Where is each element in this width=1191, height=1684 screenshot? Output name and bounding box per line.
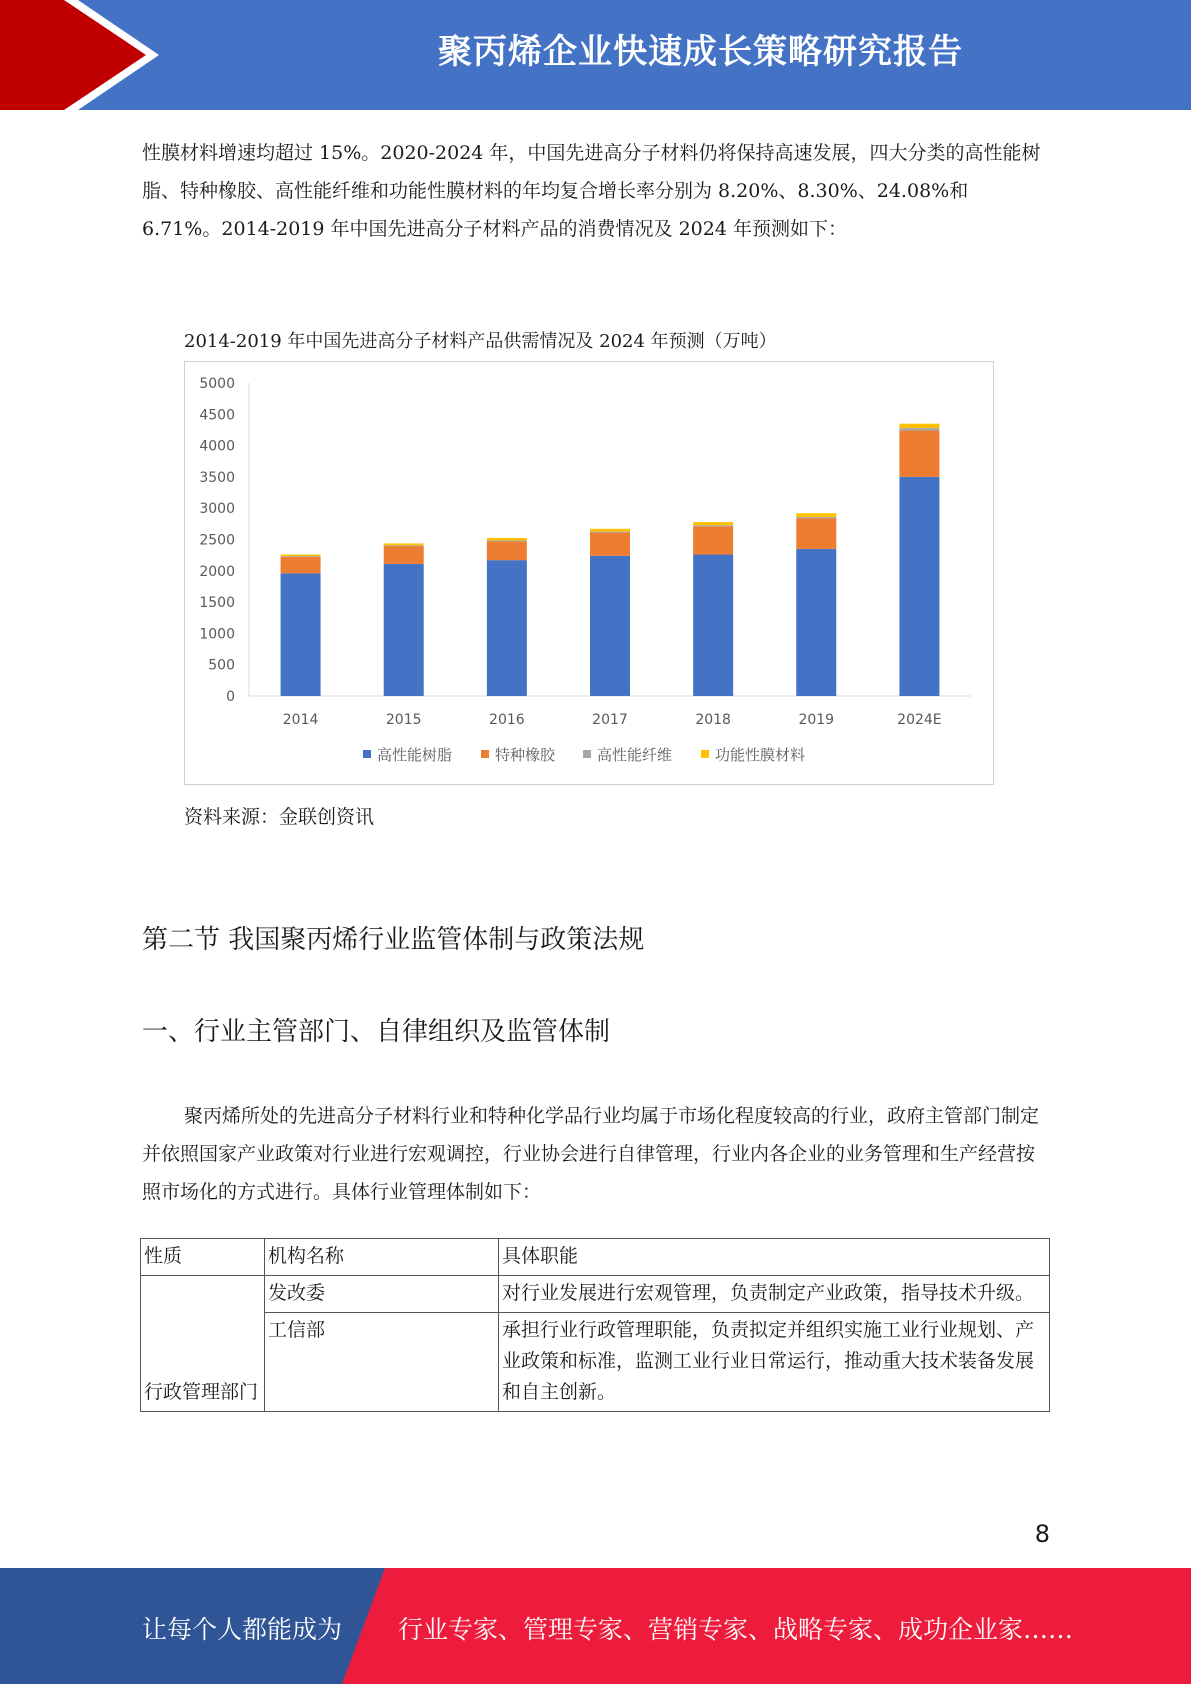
legend-swatch [481, 750, 489, 758]
header-red-chevron [0, 0, 150, 110]
y-tick-label: 5000 [199, 376, 235, 392]
y-tick-label: 0 [226, 689, 235, 705]
bar-segment [796, 518, 836, 549]
bar-segment [281, 573, 321, 696]
x-tick-label: 2018 [695, 712, 731, 728]
bar-segment [796, 517, 836, 518]
legend-label: 高性能树脂 [377, 746, 453, 764]
x-tick-label: 2019 [798, 712, 835, 728]
y-tick-label: 2500 [199, 532, 235, 549]
bar-segment [590, 529, 630, 532]
bar-segment [693, 525, 733, 526]
bar-segment [796, 513, 836, 517]
body-paragraph: 聚丙烯所处的先进高分子材料行业和特种化学品行业均属于市场化程度较高的行业，政府主管部门制定并依照国家产业政策对行业进行宏观调控，行业协会进行自律管理，行业内各企业的业务管理和生产经营按照市场化的方式进行。具体行业管理体制如下： [142, 1105, 1040, 1203]
page-footer [0, 1568, 1191, 1684]
y-tick-label: 500 [208, 657, 235, 674]
bar-segment [384, 545, 424, 546]
org-cell: 工信部 [265, 1313, 499, 1412]
bar-segment [899, 431, 939, 477]
y-tick-label: 4500 [199, 407, 235, 424]
bar-segment [590, 532, 630, 533]
legend-label: 特种橡胶 [495, 746, 556, 764]
bar-segment [487, 560, 527, 696]
header-nature: 性质 [141, 1239, 265, 1276]
legend-swatch [363, 750, 371, 758]
table-row [141, 1313, 1050, 1412]
section-title: 第二节 我国聚丙烯行业监管体制与政策法规 [142, 925, 645, 955]
bar-segment [384, 564, 424, 696]
legend-label: 功能性膜材料 [715, 746, 806, 764]
bar-segment [487, 538, 527, 541]
legend-swatch [583, 750, 591, 758]
y-tick-label: 2000 [199, 563, 235, 580]
y-tick-label: 4000 [199, 438, 235, 455]
y-tick-label: 1000 [199, 626, 235, 643]
x-tick-label: 2024E [897, 712, 942, 728]
management-table [140, 1238, 1050, 1412]
y-tick-label: 1500 [199, 595, 235, 612]
y-tick-label: 3500 [199, 469, 235, 486]
legend-label: 高性能纤维 [597, 746, 673, 764]
subsection-title: 一、行业主管部门、自律组织及监管体制 [142, 1017, 611, 1047]
bar-segment [693, 555, 733, 696]
page-header [0, 0, 1191, 110]
footer-slogan-right: 行业专家、管理专家、营销专家、战略专家、成功企业家…… [398, 1615, 1074, 1644]
x-tick-label: 2015 [385, 712, 422, 728]
duty-cell: 承担行业行政管理职能，负责拟定并组织实施工业行业规划、产业政策和标准，监测工业行业日常运行，推动重大技术装备发展和自主创新。 [499, 1313, 1050, 1412]
report-title: 聚丙烯企业快速成长策略研究报告 [438, 32, 963, 72]
bar-segment [899, 477, 939, 696]
org-cell: 发改委 [265, 1276, 499, 1313]
bar-segment [590, 556, 630, 696]
header-org: 机构名称 [265, 1239, 499, 1276]
header-duty: 具体职能 [499, 1239, 1050, 1276]
y-tick-label: 3000 [199, 501, 235, 518]
table-row [141, 1276, 1050, 1313]
duty-cell: 对行业发展进行宏观管理，负责制定产业政策，指导技术升级。 [499, 1276, 1050, 1313]
table-header-row [141, 1239, 1050, 1276]
legend-swatch [701, 750, 709, 758]
bar-segment [281, 556, 321, 557]
x-tick-label: 2014 [282, 712, 319, 728]
page-number: 8 [1034, 1520, 1050, 1548]
bar-segment [693, 522, 733, 525]
bar-segment [281, 555, 321, 557]
bar-segment [281, 557, 321, 574]
bar-segment [384, 546, 424, 564]
bar-segment [899, 428, 939, 431]
footer-slogan-left: 让每个人都能成为 [142, 1615, 343, 1644]
chart-frame [184, 361, 994, 785]
chart-title: 2014-2019 年中国先进高分子材料产品供需情况及 2024 年预测（万吨） [184, 331, 777, 352]
bar-segment [487, 541, 527, 542]
bar-segment [487, 541, 527, 560]
x-tick-label: 2016 [489, 712, 525, 728]
bar-segment [899, 424, 939, 428]
bar-segment [384, 543, 424, 545]
stacked-bar-chart [185, 362, 993, 784]
bar-segment [796, 549, 836, 696]
bar-segment [590, 533, 630, 556]
intro-paragraph: 性膜材料增速均超过 15%。2020-2024 年，中国先进高分子材料仍将保持高速发展，四大分类的高性能树脂、特种橡胶、高性能纤维和功能性膜材料的年均复合增长率分别为 8.20%、8.30%、24.08%和 6.71%。2014-2019 年中国先进高分子材料产品的消费情况及 2024 年预测如下： [142, 142, 1041, 240]
bar-segment [693, 526, 733, 554]
nature-cell: 行政管理部门 [141, 1276, 265, 1412]
chart-source: 资料来源：金联创资讯 [184, 806, 375, 828]
x-tick-label: 2017 [592, 712, 628, 728]
